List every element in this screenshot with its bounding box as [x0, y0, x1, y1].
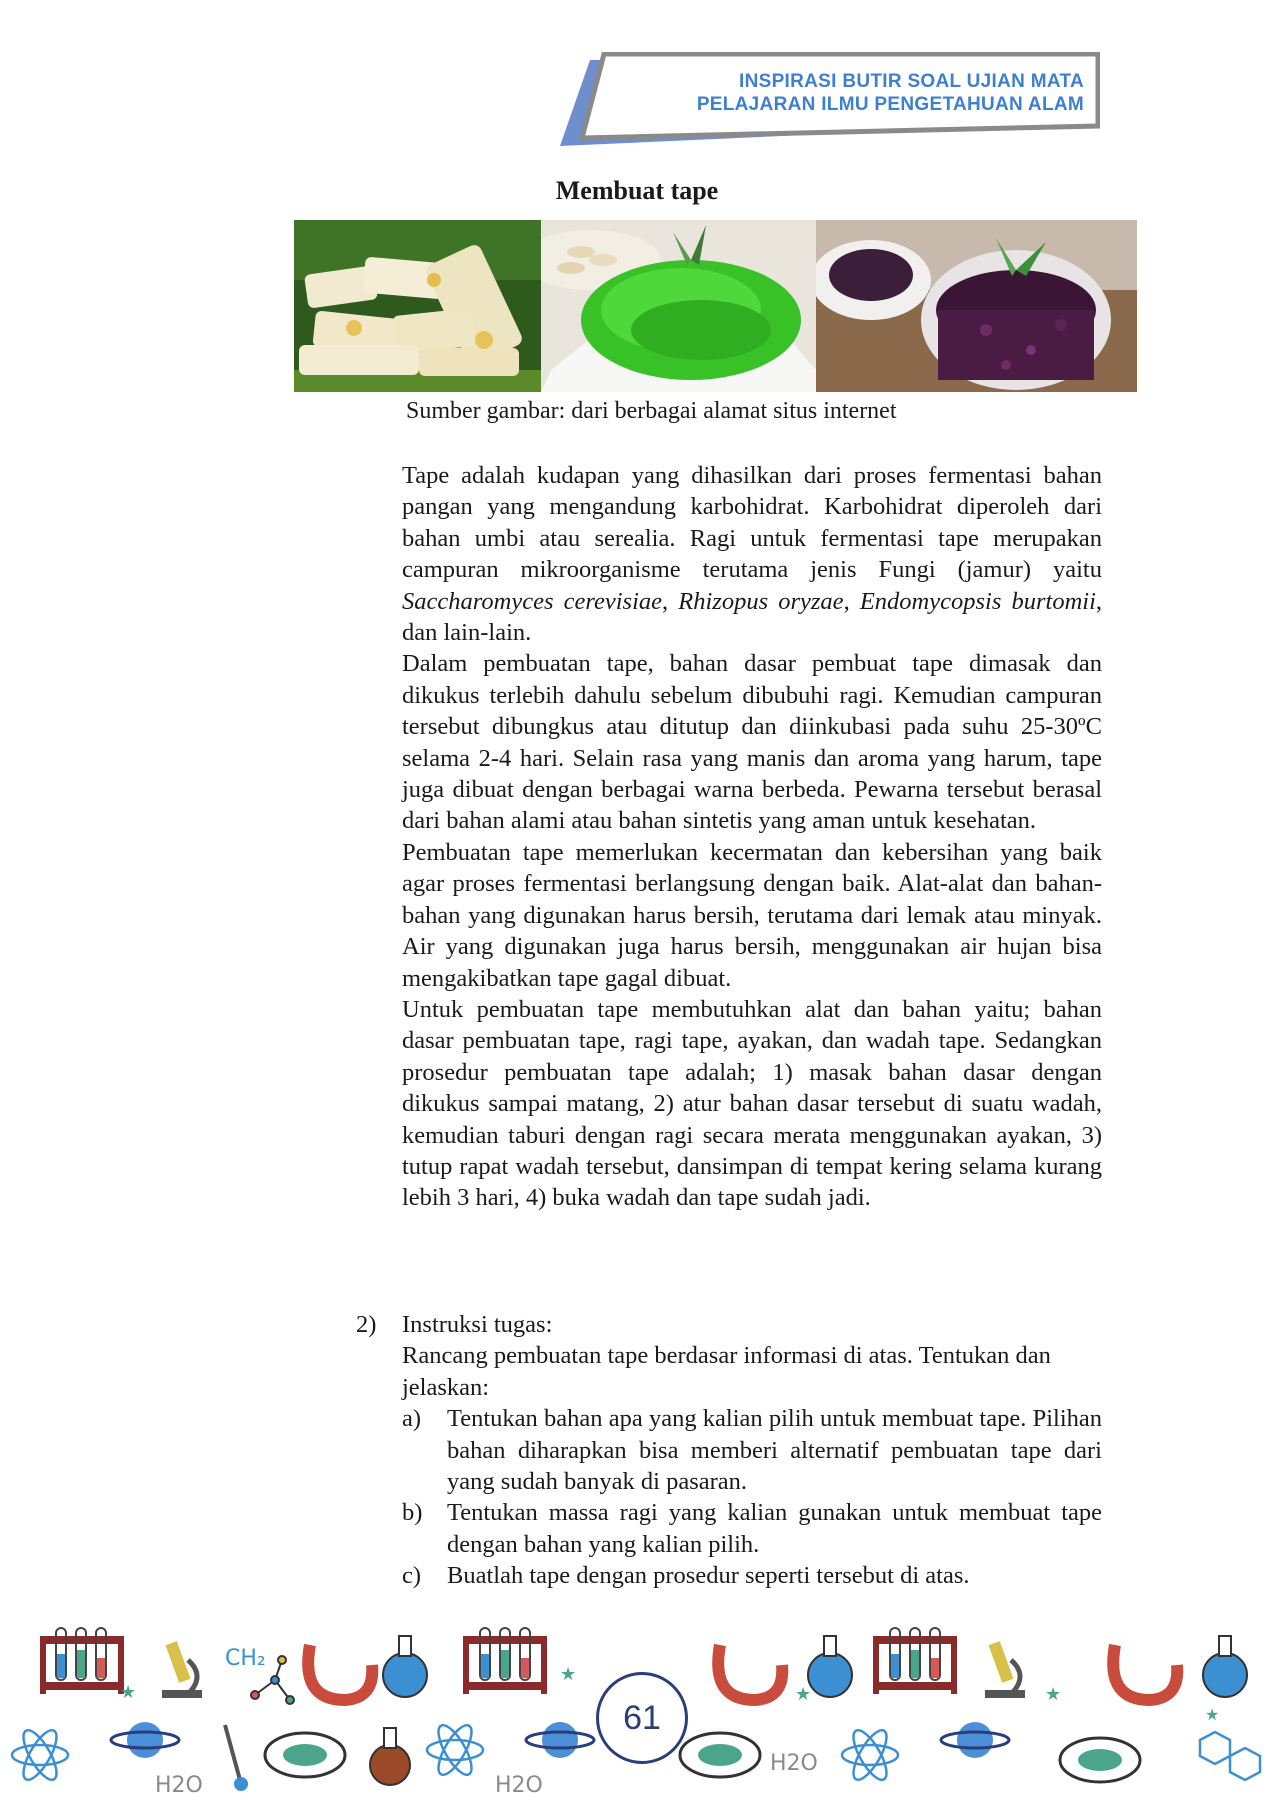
task-item-label: a)	[402, 1405, 422, 1433]
microscope-icon	[985, 1641, 1025, 1698]
task-intro: Rancang pembuatan tape berdasar informasi di atas. Tentukan dan jelaskan:	[402, 1342, 1051, 1401]
task-item	[402, 1497, 1102, 1560]
paragraph-1-end: , dan lain-lain.	[402, 587, 1103, 647]
paragraph-3: Pembuatan tape memerlukan kecermatan dan kebersihan yang baik agar proses fermentasi berlangsung dengan baik. Alat-alat dan bahan-bahan yang digunakan harus bersih, terutama dari lemak atau minyak. Air yang digunakan juga harus bersih, menggunakan air hujan bisa mengakibatkan tape gagal dibuat.	[402, 838, 1102, 992]
magnet-icon	[1113, 1645, 1177, 1700]
star-icon: ★	[795, 1684, 812, 1704]
footer-label-h2o: H2O	[155, 1773, 203, 1798]
planet-icon	[111, 1722, 179, 1758]
footer-label-h2o: H2O	[495, 1773, 543, 1798]
flask-icon	[383, 1636, 427, 1697]
star-icon: ★	[560, 1664, 577, 1684]
species-name: Endomycopsis burtomii	[859, 587, 1096, 615]
task-item-text: Buatlah tape dengan prosedur seperti tersebut di atas.	[447, 1562, 970, 1590]
paragraph-2: Dalam pembuatan tape, bahan dasar pembuat tape dimasak dan dikukus terlebih dahulu sebelum dibubuhi ragi. Kemudian campuran tersebut dibungkus atau ditutup dan diinkubasi pada suhu 25-30ºC selama 2-4 hari. Selain rasa yang manis dan aroma yang harum, tape juga dibuat dengan berbagai warna berbeda. Pewarna tersebut berasal dari bahan alami atau bahan sintetis yang aman untuk kesehatan.	[402, 650, 1102, 835]
atom-icon	[842, 1726, 898, 1784]
image-caption: Sumber gambar: dari berbagai alamat situs internet	[406, 398, 897, 424]
test-tube-rack-icon	[463, 1628, 547, 1694]
separator: ,	[662, 587, 679, 615]
photo-strip	[294, 220, 1137, 392]
paragraph-1-text: Tape adalah kudapan yang dihasilkan dari proses fermentasi bahan pangan yang mengandung karbohidrat. Karbohidrat diperoleh dari bahan umbi atau serealia. Ragi untuk fermentasi tape merupakan campuran mikroorganisme terutama jenis Fungi (jamur) yaitu	[402, 462, 1102, 584]
flask-icon	[1203, 1636, 1247, 1697]
star-icon: ★	[1205, 1707, 1220, 1724]
magnet-icon	[718, 1645, 782, 1700]
photo-tape-ketan-hitam	[816, 220, 1137, 392]
task-item-text: Tentukan massa ragi yang kalian gunakan untuk membuat tape dengan bahan yang kalian pilih.	[447, 1499, 1102, 1558]
petri-dish-icon	[265, 1733, 345, 1777]
test-tube-rack-icon	[40, 1628, 124, 1694]
flask-icon	[808, 1636, 852, 1697]
separator: ,	[843, 587, 860, 615]
paragraph-1	[402, 460, 1102, 648]
planet-icon	[941, 1722, 1009, 1758]
task-title: Instruksi tugas:	[402, 1311, 553, 1338]
page-number: 61	[596, 1672, 688, 1764]
header-title	[697, 70, 1084, 116]
atom-icon	[12, 1726, 68, 1784]
species-name: Rhizopus oryzae	[678, 587, 844, 615]
task-item-label: b)	[402, 1499, 423, 1527]
species-name: Saccharomyces cerevisiae	[402, 587, 662, 615]
star-icon: ★	[1045, 1684, 1062, 1704]
task-item	[402, 1403, 1102, 1497]
task-item-text: Tentukan bahan apa yang kalian pilih untuk membuat tape. Pilihan bahan diharapkan bisa memberi alternatif pembuatan tape dari yang sudah banyak di pasaran.	[447, 1405, 1102, 1496]
task-section	[356, 1309, 1102, 1592]
petri-dish-icon	[680, 1733, 760, 1777]
photo-tape-singkong	[294, 220, 541, 392]
thermometer-icon	[225, 1725, 248, 1791]
header-line-1: INSPIRASI BUTIR SOAL UJIAN MATA	[739, 71, 1084, 92]
footer-label-h2o: H2O	[770, 1751, 818, 1776]
planet-icon	[526, 1722, 594, 1758]
atom-icon	[427, 1721, 483, 1779]
photo-tape-ketan-hijau	[541, 220, 816, 392]
header-line-2: PELAJARAN ILMU PENGETAHUAN ALAM	[696, 94, 1084, 115]
test-tube-rack-icon	[873, 1628, 957, 1694]
task-item	[402, 1560, 1102, 1591]
paragraph-4: Untuk pembuatan tape membutuhkan alat dan bahan yaitu; bahan dasar pembuatan tape, ragi tape, ayakan, dan wadah tape. Sedangkan prosedur pembuatan tape adalah; 1) masak bahan dasar dengan dikukus sampai matang, 2) atur bahan dasar tersebut di suatu wadah, kemudian taburi dengan ragi secara merata menggunakan ayakan, 3) tutup rapat wadah tersebut, dansimpan di tempat kering selama kurang lebih 3 hari, 4) buka wadah dan tape sudah jadi.	[402, 995, 1102, 1212]
footer-label-ch: CH₂	[225, 1646, 266, 1671]
body-text	[402, 460, 1102, 1214]
microscope-icon	[162, 1641, 202, 1698]
task-number: 2)	[356, 1311, 377, 1338]
task-item-label: c)	[402, 1562, 422, 1590]
star-icon: ★	[120, 1682, 137, 1702]
round-flask-icon	[370, 1728, 410, 1785]
section-title: Membuat tape	[555, 176, 719, 205]
benzene-ring-icon	[1200, 1732, 1260, 1780]
petri-dish-icon	[1060, 1738, 1140, 1782]
magnet-icon	[308, 1645, 372, 1700]
